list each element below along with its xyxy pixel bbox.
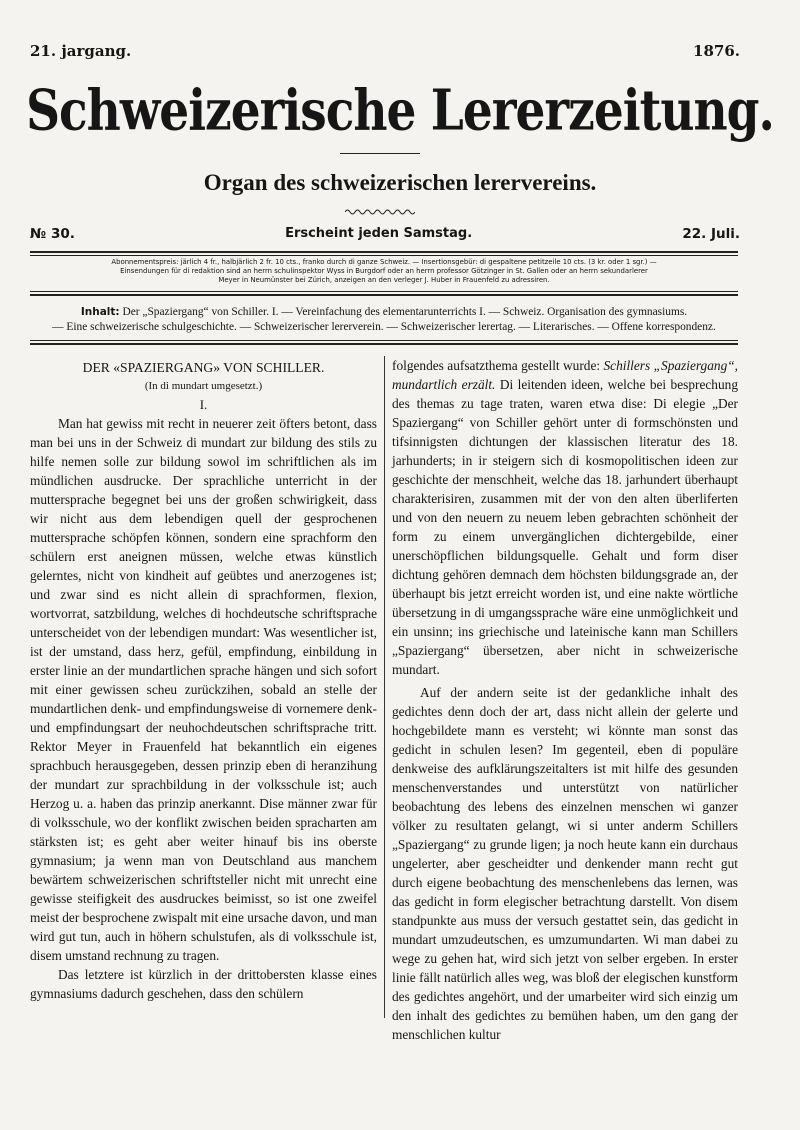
article-note: (In di mundart umgesetzt.) [144, 380, 263, 392]
article-title: DER «SPAZIERGANG» VON SCHILLER. [82, 360, 325, 375]
masthead-subtitle: Organ des schweizerischen lerervereins. [203, 170, 597, 195]
paragraph: Man hat gewiss mit recht in neuerer zeit öfters betont, dass man bei uns in der Schweiz di mundart zur bildung des stils zu hilfe nemen solle zur bildung sowol im schriftlichen als im mündlichen ausdrucke. Der sprachliche unterricht in der muttersprache begegnet bei uns der großen schwirigkeit, dass wir nicht aus dem lebendigen quell der gesprochenen muttersprache schöpfen können, sondern eine sprachform den schülern erst aneignen müssen, welche etwas künstlich gelerntes, nicht von kindheit auf geübtes und anerzogenes ist; und zwar sind es nicht allein di sprachformen, flexion, wortvorrat, satzbildung, welches di hochdeutsche schriftsprache unterscheidet von der lebendigen mundart: Was wesentlicher ist, ist der umstand, dass herz, gefül, empfindung, einbildung in erster linie an der mundartlichen sprache hängen und sich sofort mit einer gewissen scheu zurückzihen, sobald an stelle der mundartlichen denk- und empfindungsweise di vornemere denk- und empfindungsart der neuhochdeutschen schriftsprache tritt. Rektor Meyer in Frauenfeld hat bekanntlich ein eigenes sprachbuch herausgegeben, dessen prinzip eben di heranzihung der mundart zur sprachbildung in der volksschule ist; auch Herzog u. a. haben das prinzip anerkannt. Dise männer zwar für di volksschule, wo der konflikt zwischen beiden spracharten am stärksten ist; es geht aber weiter hinauf bis ins oberste gymnasium; ja wenn man von Deutschland aus manchem bewärtem schweizerischen schriftsteller nicht mit unrecht eine gewisse steifigkeit des ausdruckes beimisst, so ist one zweifel meist der besprochene zwispalt mit eine ursache davon, und man wird gut tun, auch in höhern schulstufen, als di volksschule ist, disem umstand rechnung zu tragen. [30, 416, 377, 963]
subscription-line: Abonnementspreis: järlich 4 fr., halbjärlich 2 fr. 10 cts., franko durch di ganze Schweiz. — Insertionsgebür: di gespaltene petitzeile 10 cts. (3 kr. oder 1 sgr.) — [111, 258, 657, 266]
rule [30, 251, 738, 253]
text-run: Di leitenden ideen, welche bei besprechung des themas zu tage traten, waren etwa dise: Di elegie „Der Spaziergang“ von Schiller gehört unter di formschönsten und tifsinnigsten dichtungen der klassischen literatur des 18. jarhunderts; in ir steigern sich di kosmopolitischen ideen zur geschichte der menschheit, welche das 18. jarhundert überhaupt charakterisiren, zusammen mit der von den alten überliferten und von den neuern zu neuem leben gebrachten schönheit der form zu einem unvergänglichen dichtergebilde, einer unerschöpflichen bildungsquelle. Gehalt und form diser dichtung gehören demnach dem höchsten bildungsgrade an, der überhaupt bis jetzt erreicht worden ist, und eine nakte wörtliche übersetzung in di umgangssprache wäre eine unmöglichkeit und ein unsinn; ins griechische und lateinische kann man Schillers „Spaziergang“ übersetzen, aber nicht in schweizerische mundart. [392, 377, 738, 677]
section-number: I. [199, 397, 208, 412]
rule [30, 343, 738, 345]
issue-number: № 30. [30, 226, 75, 242]
wavy-ornament [345, 208, 415, 216]
left-column [30, 356, 377, 1003]
paragraph: Das letztere ist kürzlich in der drittobersten klasse eines gymnasiums dadurch geschehen, dass den schülern [30, 967, 377, 1001]
year-label: 1876. [693, 42, 740, 60]
text-run: folgendes aufsatzthema gestellt wurde: [392, 358, 604, 373]
volume-year-line [30, 42, 740, 60]
contents-label: Inhalt: [80, 306, 120, 318]
masthead-title: Schweizerische Lererzeitung. [26, 78, 774, 144]
issue-line [30, 226, 740, 242]
right-column [392, 356, 738, 1044]
rule [30, 255, 738, 256]
emphasized-title: Schillers „Spaziergang“, mundartlich erzält. [392, 358, 739, 392]
volume-label: 21. jargang. [30, 42, 132, 60]
paragraph: Auf der andern seite ist der gedankliche inhalt des gedichtes denn doch der art, dass nicht allein der gelerte und hochgebildete mann es versteht; wi könnte man sonst das gedicht in schulen lesen? Im gegenteil, eben di populäre denkweise des aufklärungszeitalters ist mit hilfe des gesunden menschenverstandes und unterstützt von natürlicher beobachtung des lebens des einzelnen menschen wi ganzer völker zu resultaten gelangt, wi si unter anderm Schillers „Spaziergang“ zu grunde ligen; ja noch heute kann ein durchaus ungelerter, aber gescheidter und denkender mann recht gut durch eigene beobachtung des menschenlebens das lernen, was das gedicht in form elegischer betrachtung darstellt. Von disem standpunkte aus muss der versuch gestattet sein, das gedicht in mundart umzudeutschen, es umzumundarten. Wi man dabei zu wege zu gehen hat, wird sich jetzt von selber ergeben. In erster linie fällt natürlich alles weg, was bloß der elegischen kunstform des gedichtes angehört, und der umarbeiter wird sich einzig um den inhalt des gedichtes zu bemühen haben, um den gang der menschlichen kultur [392, 685, 738, 1042]
rule [30, 291, 738, 292]
issue-date: 22. Juli. [682, 226, 740, 242]
contents-line-2: — Eine schweizerische schulgeschichte. — Schweizerischer lererverein. — Schweizerischer lerertag. — Literarisches. — Offene korrespondenz. [52, 320, 716, 333]
address-line: Meyer in Neumünster bei Zürich, anzeigen an den verleger J. Huber in Frauenfeld zu adressiren. [218, 276, 550, 284]
subscription-info [30, 258, 738, 285]
column-divider [384, 356, 385, 1018]
contents-line-1: Der „Spaziergang“ von Schiller. I. — Vereinfachung des elementarunterrichts I. — Schweiz. Organisation des gymnasiums. [122, 306, 688, 318]
paragraph [392, 356, 738, 679]
rule [30, 294, 738, 296]
table-of-contents [30, 305, 738, 334]
rule [30, 340, 738, 341]
publication-frequency: Erscheint jeden Samstag. [285, 226, 473, 241]
submission-line: Einsendungen für di redaktion sind an herrn schulinspektor Wyss in Burgdorf oder an herrn professor Götzinger in St. Gallen oder an herrn sekundarlerer [120, 267, 648, 275]
ornament-rule [340, 153, 420, 154]
